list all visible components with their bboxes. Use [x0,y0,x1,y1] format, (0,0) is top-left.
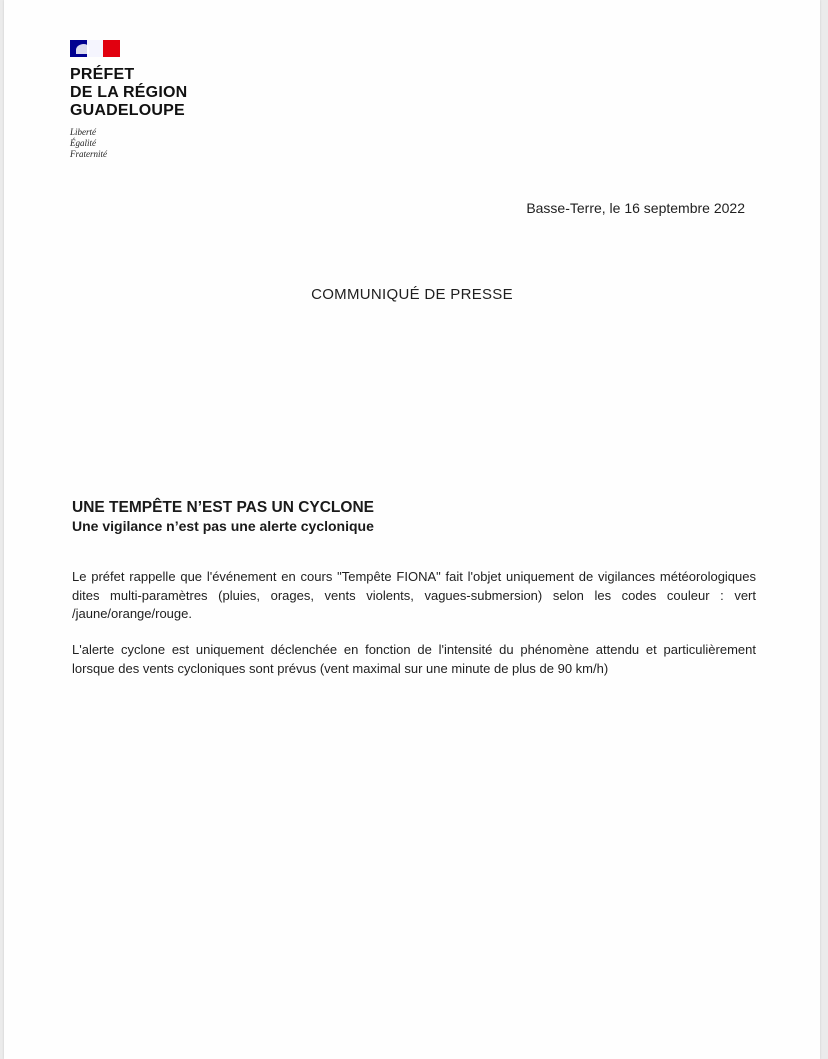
french-flag-icon [70,40,120,57]
marianne-icon [76,44,89,54]
flag-red-stripe [103,40,120,57]
place-and-date: Basse-Terre, le 16 septembre 2022 [526,200,745,216]
flag-blue-stripe [70,40,87,57]
flag-white-stripe [87,40,104,57]
logo-line-1: PRÉFET [70,66,135,83]
body-paragraph-1: Le préfet rappelle que l'événement en cours "Tempête FIONA" fait l'objet uniquement de vigilances météorologiques dites multi-paramètres (pluies, orages, vents violents, vagues-submersion) selon les codes couleur : vert /jaune/orange/rouge. [72,569,756,621]
press-release-headline: UNE TEMPÊTE N’EST PAS UN CYCLONE [72,499,374,516]
motto-fraternite: Fraternité [70,149,107,159]
logo-line-3: GUADELOUPE [70,102,185,119]
document-type-title: COMMUNIQUÉ DE PRESSE [311,286,513,303]
motto-egalite: Égalité [70,138,96,148]
motto-liberte: Liberté [70,127,96,137]
press-release-subheadline: Une vigilance n’est pas une alerte cyclonique [72,518,374,534]
body-paragraph-2: L'alerte cyclone est uniquement déclenchée en fonction de l'intensité du phénomène attendu et particulièrement lorsque des vents cycloniques sont prévus (vent maximal sur une minute de plus de 90 km/h) [72,642,756,676]
logo-line-2: DE LA RÉGION [70,84,188,101]
prefecture-logo [70,40,210,160]
republic-motto [70,127,210,160]
document-page [4,0,820,1059]
